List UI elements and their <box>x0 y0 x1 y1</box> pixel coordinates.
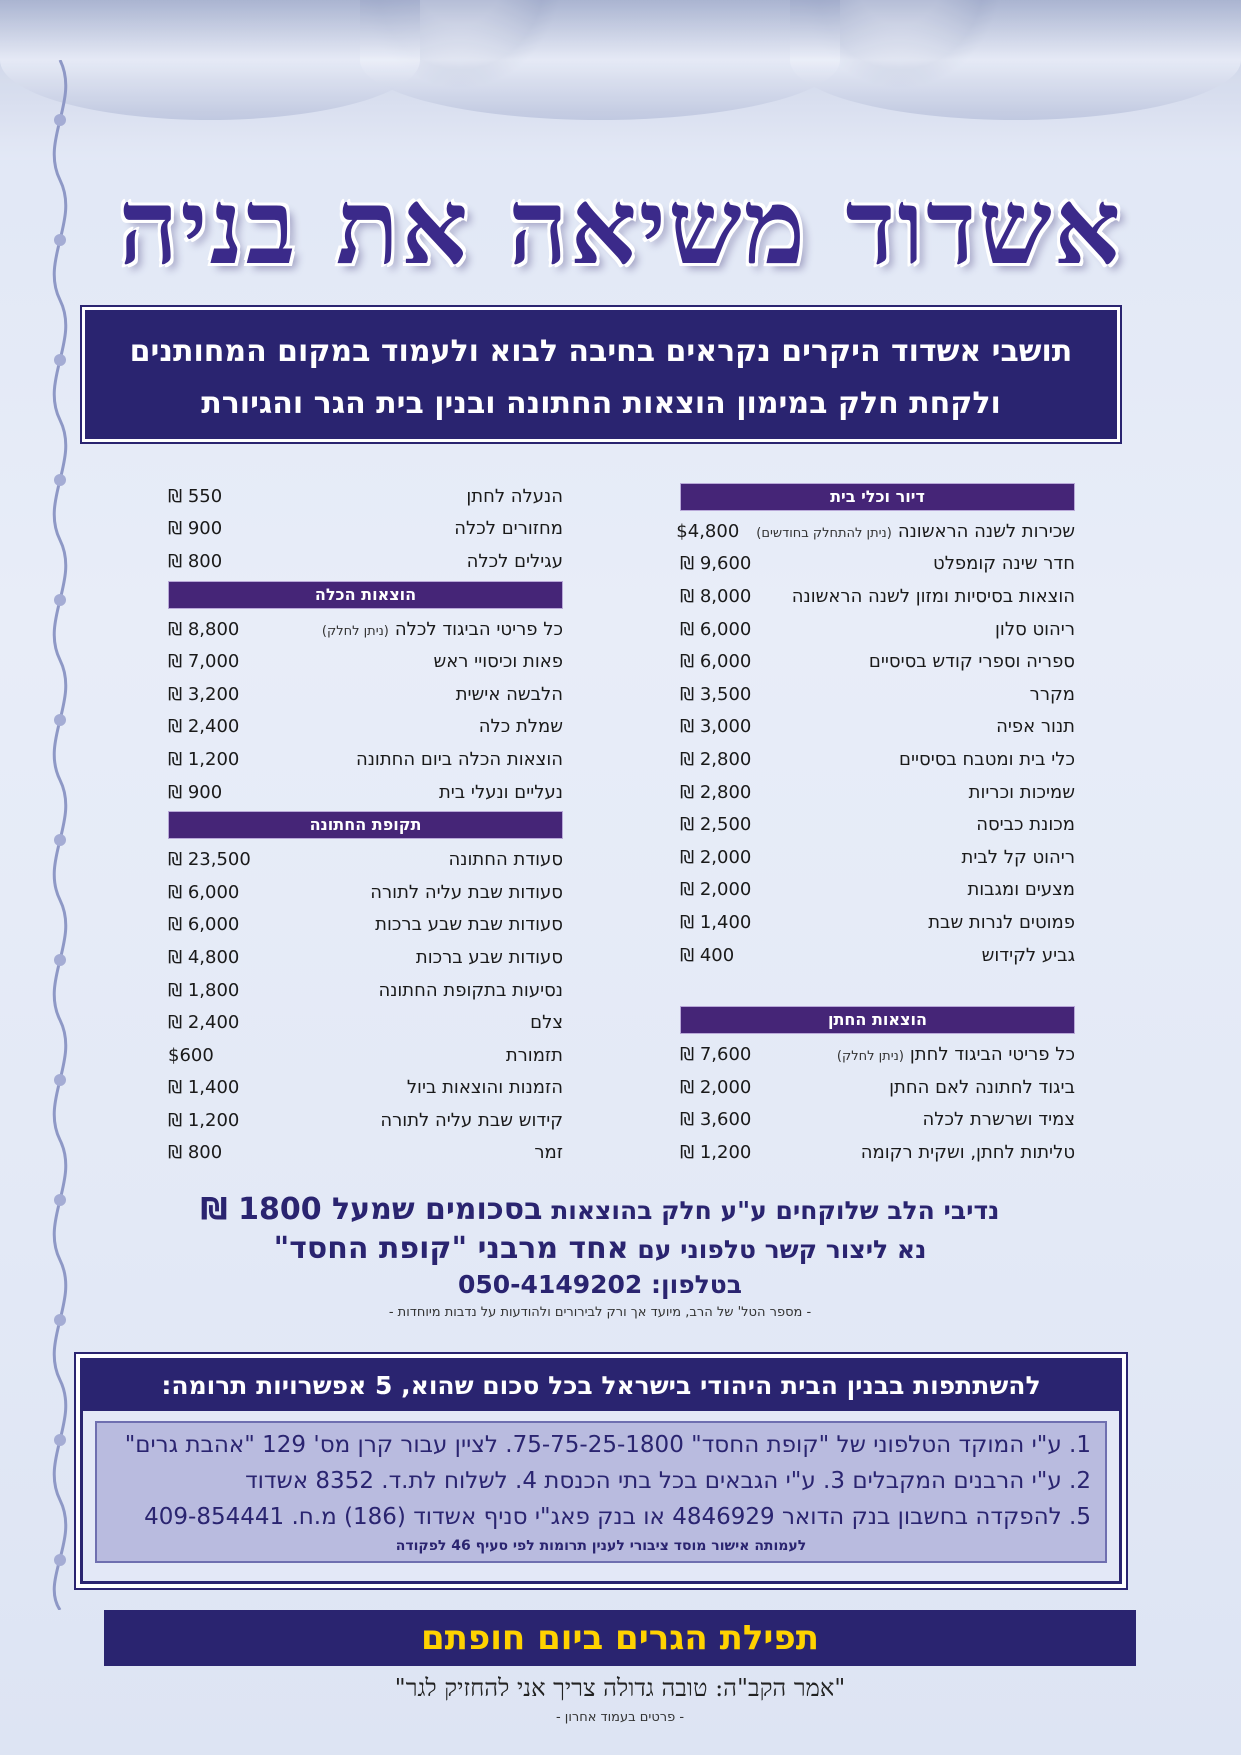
item-price: ₪ 3,500 <box>680 683 752 705</box>
item-label-text: מחזורים לכלה <box>454 518 563 540</box>
price-row <box>680 678 1075 711</box>
item-label-text: מקרר <box>1029 683 1075 705</box>
price-row <box>680 711 1075 744</box>
price-row <box>680 613 1075 646</box>
section-heading: הוצאות החתן <box>680 1006 1075 1034</box>
appeal-line-1-bold: בסכומים שמעל 1800 ₪ <box>200 1192 543 1227</box>
price-row <box>680 874 1075 907</box>
item-price: ₪ 900 <box>168 518 223 540</box>
curtain-decoration <box>0 0 1241 160</box>
item-label <box>933 553 1075 574</box>
item-price: ₪ 2,000 <box>680 846 752 868</box>
price-row <box>168 974 563 1007</box>
donation-footnote: לעמותה אישור מוסד ציבורי לענין תרומות לפי סעיף 46 לפקודה <box>395 1538 807 1554</box>
item-label-text: ביגוד לחתונה לאם החתן <box>889 1076 1075 1098</box>
left-price-column <box>168 480 563 1169</box>
item-price: ₪ 8,800 <box>168 618 240 640</box>
item-label <box>995 619 1075 640</box>
item-price: ₪ 900 <box>168 781 223 803</box>
item-price: ₪ 6,000 <box>168 881 240 903</box>
item-price: ₪ 1,200 <box>168 1109 240 1131</box>
item-label-text: הוצאות בסיסיות ומזון לשנה הראשונה <box>791 585 1075 607</box>
donation-options <box>95 1421 1107 1563</box>
price-row <box>168 876 563 909</box>
item-label-text: כל פריטי הביגוד לכלה <box>394 618 563 640</box>
donation-heading: להשתתפות בבנין הבית היהודי בישראל בכל סכום שהוא, 5 אפשרויות תרומה: <box>83 1361 1119 1411</box>
item-price: ₪ 2,500 <box>680 814 752 836</box>
item-label <box>370 882 563 903</box>
item-label <box>837 1044 1075 1065</box>
price-row <box>168 545 563 578</box>
item-label-text: כלי בית ומטבח בסיסיים <box>899 748 1075 770</box>
item-label-text: סעודות שבת שבע ברכות <box>375 914 563 936</box>
item-label-text: ריהוט קל לבית <box>961 846 1075 868</box>
price-row <box>680 645 1075 678</box>
donation-option-line-2: 2. ע"י הרבנים המקבלים 3. ע"י הגבאים בכל בתי הכנסת 4. לשלוח לת.ד. 8352 אשדוד <box>245 1468 1091 1494</box>
item-price: ₪ 2,400 <box>168 716 240 738</box>
item-price: $600 <box>168 1044 214 1066</box>
item-label <box>967 879 1075 900</box>
item-label-text: נעליים ונעלי בית <box>438 781 563 803</box>
item-note: (ניתן לחלק) <box>836 1049 904 1065</box>
item-label-text: קידוש שבת עליה לתורה <box>380 1109 563 1131</box>
item-label <box>454 518 563 539</box>
item-label-text: הלבשה אישית <box>455 683 563 705</box>
item-label <box>861 1142 1075 1163</box>
price-row <box>168 909 563 942</box>
item-price: ₪ 2,000 <box>680 1076 752 1098</box>
item-price: ₪ 6,000 <box>680 618 752 640</box>
price-row <box>680 1136 1075 1169</box>
item-label <box>756 521 1075 542</box>
price-row <box>680 1104 1075 1137</box>
price-row <box>168 1104 563 1137</box>
item-label <box>792 586 1075 607</box>
item-label <box>1030 684 1075 705</box>
banner-line-1: תושבי אשדוד היקרים נקראים בחיבה לבוא ולעמוד במקום המחותנים <box>129 334 1073 369</box>
item-label <box>996 716 1075 737</box>
price-row <box>680 580 1075 613</box>
item-label-text: זמר <box>534 1142 563 1164</box>
item-price: ₪ 7,000 <box>168 651 240 673</box>
item-label <box>889 1077 1075 1098</box>
item-label <box>407 1077 563 1098</box>
item-price: ₪ 2,800 <box>680 748 752 770</box>
item-price: ₪ 2,400 <box>168 1012 240 1034</box>
price-row <box>168 843 563 876</box>
appeal-line-1-text: נדיבי הלב שלוקחים ע"ע חלק בהוצאות <box>551 1196 1000 1225</box>
donation-option-line-3: 5. להפקדה בחשבון בנק הדואר 4846929 או בנק פאג"י סניף אשדוד (186) מ.ח. 409-854441 <box>144 1504 1091 1530</box>
item-price: ₪ 7,600 <box>680 1044 752 1066</box>
quote-details-note: - פרטים בעמוד אחרון - <box>555 1710 685 1725</box>
item-label-text: תנור אפיה <box>996 716 1075 738</box>
item-price: ₪ 8,000 <box>680 585 752 607</box>
item-label <box>962 847 1075 868</box>
price-row <box>680 906 1075 939</box>
item-price: ₪ 550 <box>168 485 223 507</box>
price-row <box>168 480 563 513</box>
item-price: ₪ 3,000 <box>680 716 752 738</box>
price-row <box>168 1006 563 1039</box>
item-label-text: טליתות לחתן, ושקית רקומה <box>860 1141 1075 1163</box>
item-label-text: ספריה וספרי קודש בסיסיים <box>868 651 1075 673</box>
item-price: ₪ 3,600 <box>680 1109 752 1131</box>
item-label-text: ריהוט סלון <box>995 618 1075 640</box>
appeal-line-2-bold: אחד מרבני "קופת החסד" <box>273 1231 629 1266</box>
item-label-text: הזמנות והוצאות ביול <box>406 1077 563 1099</box>
invitation-banner <box>82 307 1120 442</box>
prayer-banner: תפילת הגרים ביום חופתם <box>104 1610 1136 1666</box>
item-label <box>534 1142 563 1163</box>
item-label <box>439 782 563 803</box>
item-label <box>356 749 563 770</box>
price-row <box>168 678 563 711</box>
donation-options-box <box>80 1358 1122 1584</box>
item-price: ₪ 1,400 <box>168 1077 240 1099</box>
item-label-text: גביע לקידוש <box>981 944 1075 966</box>
price-row <box>168 776 563 809</box>
item-price: ₪ 6,000 <box>168 914 240 936</box>
item-label <box>322 619 563 640</box>
appeal-phone[interactable]: בטלפון: 050-4149202 <box>458 1270 742 1299</box>
price-row <box>680 1071 1075 1104</box>
item-price: ₪ 1,200 <box>168 748 240 770</box>
item-price: ₪ 3,200 <box>168 683 240 705</box>
item-label-text: שמלת כלה <box>478 716 563 738</box>
appeal-note: - מספר הטל' של הרב, מיועד אך ורק לבירורים ולהודעות על נדבות מיוחדות - <box>388 1305 812 1320</box>
quote-text: "אמר הקב"ה: טובה גדולה צריך אני להחזיק לגר" <box>394 1674 846 1702</box>
item-label <box>434 651 563 672</box>
item-label <box>449 849 563 870</box>
price-row <box>168 1072 563 1105</box>
item-label-text: עגילים לכלה <box>466 550 563 572</box>
item-label <box>969 782 1075 803</box>
item-label-text: הנעלה לחתן <box>466 485 563 507</box>
price-row <box>168 711 563 744</box>
price-row <box>680 841 1075 874</box>
item-label <box>923 1109 1076 1130</box>
item-label <box>869 651 1075 672</box>
item-price: ₪ 1,200 <box>680 1141 752 1163</box>
price-row <box>168 941 563 974</box>
curtain-swag-right <box>790 0 1241 120</box>
item-label-text: סעודות שבע ברכות <box>415 946 563 968</box>
appeal-line-2 <box>100 1231 1100 1266</box>
item-note: (ניתן להתחלק בחודשים) <box>756 525 892 541</box>
item-price: ₪ 1,800 <box>168 979 240 1001</box>
appeal-line-2-text: נא ליצור קשר טלפוני עם <box>637 1235 927 1264</box>
price-row <box>680 743 1075 776</box>
curtain-swag-center <box>360 0 840 120</box>
item-label <box>416 947 563 968</box>
section-spacer <box>680 971 1075 1003</box>
item-price: ₪ 800 <box>168 1142 223 1164</box>
banner-line-2: ולקחת חלק במימון הוצאות החתונה ובנין בית הגר והגיורת <box>201 386 1001 421</box>
item-label-text: מצעים ומגבות <box>967 879 1075 901</box>
item-price: ₪ 400 <box>680 944 735 966</box>
item-label <box>506 1045 563 1066</box>
item-label-text: שמיכות וכריות <box>968 781 1075 803</box>
item-label <box>928 912 1075 933</box>
item-label <box>467 551 563 572</box>
item-label <box>456 684 563 705</box>
item-label-text: נסיעות בתקופת החתונה <box>378 979 563 1001</box>
price-row <box>680 1038 1075 1071</box>
item-label-text: סעודת החתונה <box>448 849 563 871</box>
price-row <box>168 613 563 646</box>
item-label-text: צלם <box>530 1012 563 1034</box>
item-price: $4,800 <box>676 520 740 542</box>
item-label <box>976 814 1075 835</box>
item-label <box>380 1110 563 1131</box>
donor-appeal <box>100 1192 1100 1320</box>
section-heading: הוצאות הכלה <box>168 581 563 609</box>
item-label-text: תזמורת <box>505 1044 563 1066</box>
page-title: אשדוד משיאה את בניה <box>118 165 1123 288</box>
price-row <box>680 776 1075 809</box>
item-price: ₪ 2,800 <box>680 781 752 803</box>
item-price: ₪ 2,000 <box>680 879 752 901</box>
item-label-text: כל פריטי הביגוד לחתן <box>909 1044 1075 1066</box>
item-label-text: שכירות לשנה הראשונה <box>897 520 1075 542</box>
price-row <box>168 513 563 546</box>
item-label-text: פמוטים לנרות שבת <box>928 911 1075 933</box>
price-row <box>168 645 563 678</box>
item-label-text: חדר שינה קומפלט <box>933 553 1075 575</box>
item-label-text: צמיד ושרשרת לכלה <box>922 1109 1075 1131</box>
section-heading: דיור וכלי בית <box>680 483 1075 511</box>
price-row <box>168 743 563 776</box>
item-price: ₪ 23,500 <box>168 849 251 871</box>
item-label <box>530 1012 563 1033</box>
price-row <box>680 808 1075 841</box>
right-price-column <box>676 480 1075 1169</box>
item-label <box>899 749 1075 770</box>
item-label <box>479 716 563 737</box>
item-price: ₪ 1,400 <box>680 911 752 933</box>
price-row <box>680 939 1075 972</box>
item-label-text: פאות וכיסויי ראש <box>433 651 563 673</box>
item-price: ₪ 9,600 <box>680 553 752 575</box>
price-row <box>168 1137 563 1170</box>
price-row <box>676 515 1075 548</box>
section-heading: תקופת החתונה <box>168 811 563 839</box>
price-row <box>168 1039 563 1072</box>
item-label <box>982 945 1075 966</box>
donation-option-line-1: 1. ע"י המוקד הטלפוני של "קופת החסד" 75-75-25-1800. לציין עבור קרן מס' 129 "אהבת גרים" <box>124 1432 1091 1458</box>
item-price: ₪ 4,800 <box>168 946 240 968</box>
item-note: (ניתן לחלק) <box>321 623 389 639</box>
item-price: ₪ 800 <box>168 550 223 572</box>
item-label <box>466 486 563 507</box>
item-label-text: הוצאות הכלה ביום החתונה <box>355 748 563 770</box>
item-price: ₪ 6,000 <box>680 651 752 673</box>
price-row <box>680 548 1075 581</box>
appeal-line-1 <box>100 1192 1100 1227</box>
item-label <box>378 980 563 1001</box>
item-label-text: סעודות שבת עליה לתורה <box>370 881 563 903</box>
item-label <box>375 914 563 935</box>
item-label-text: מכונת כביסה <box>976 814 1075 836</box>
